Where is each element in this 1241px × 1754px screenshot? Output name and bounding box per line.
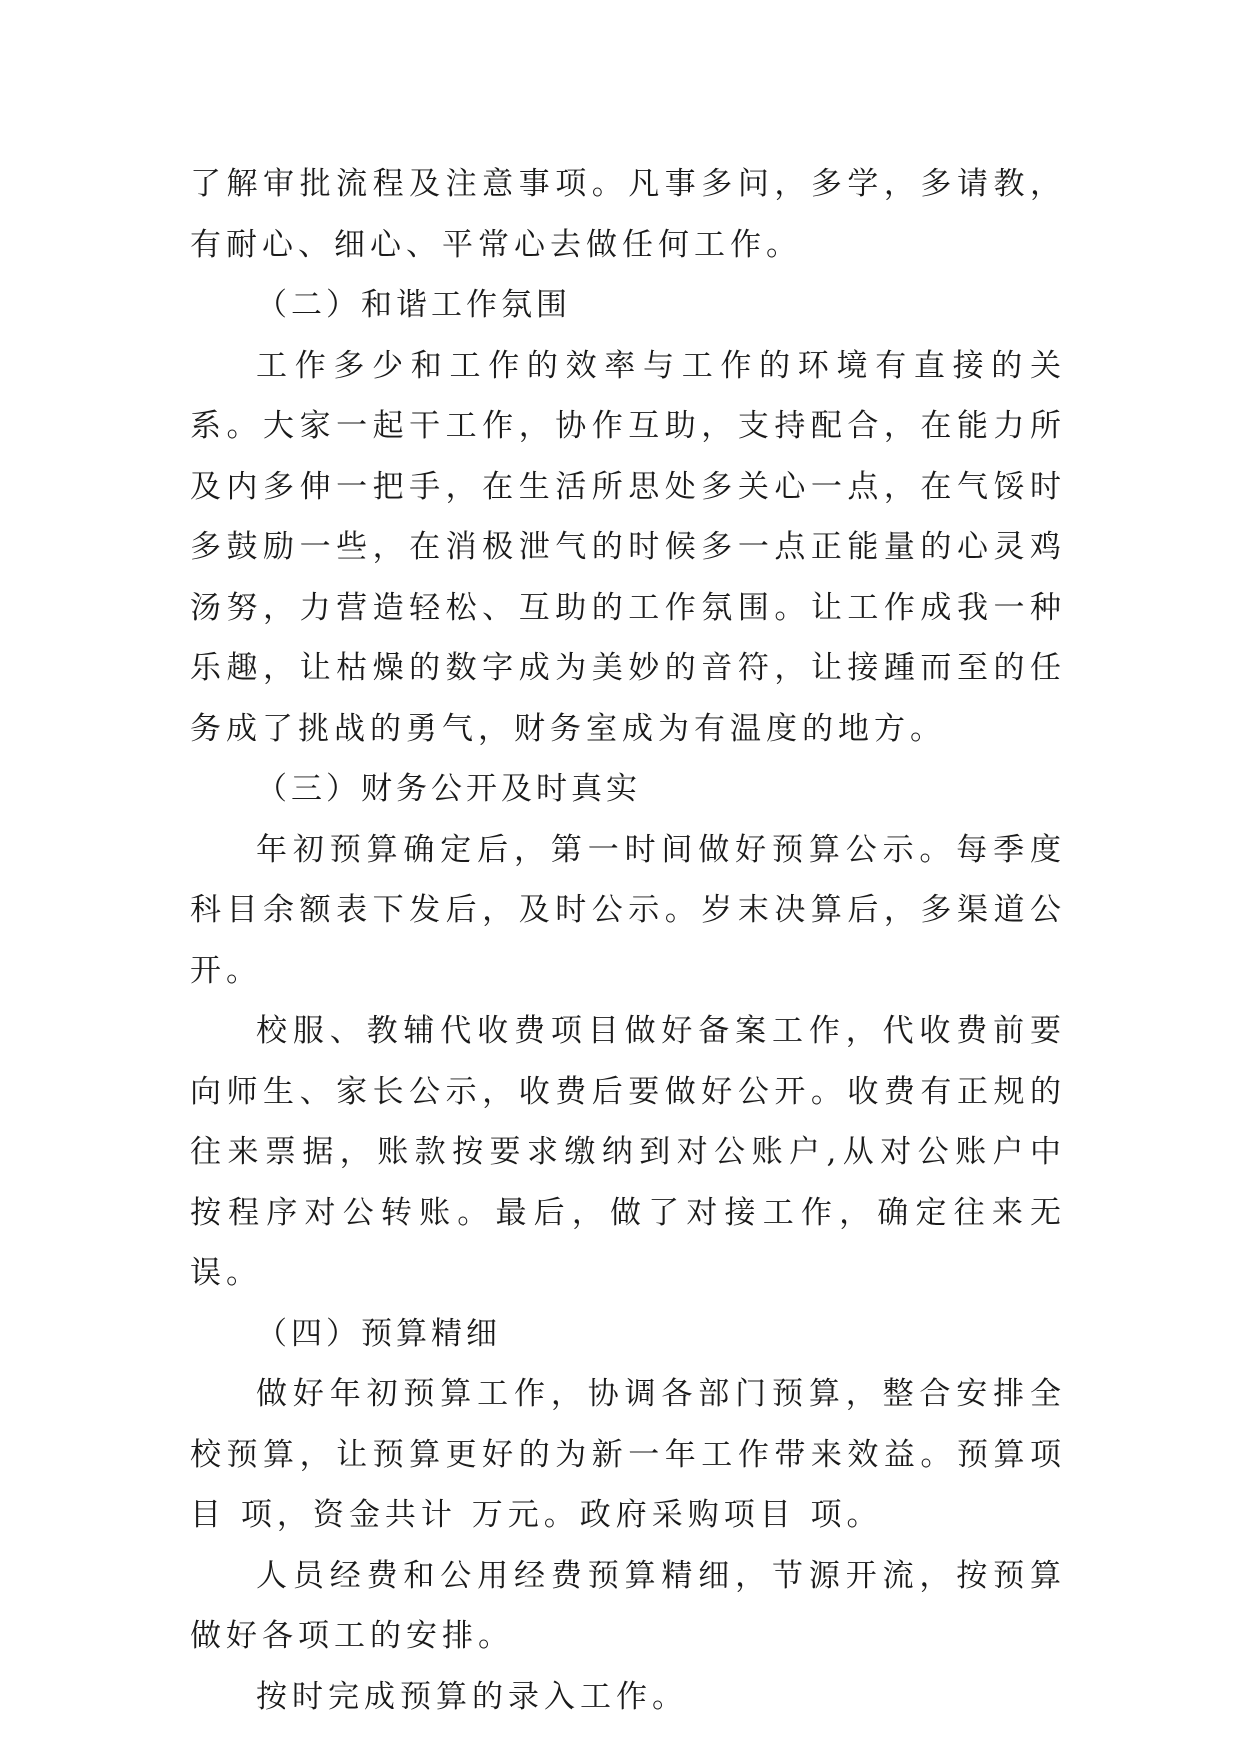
section-heading: （四）预算精细 <box>256 1315 501 1352</box>
paragraph: 年初预算确定后，第一时间做好预算公示。每季度科目余额表下发后，及时公示。岁末决算后，多渠道公开。 <box>190 831 1066 989</box>
paragraph: 人员经费和公用经费预算精细，节源开流，按预算做好各项工的安排。 <box>190 1557 1066 1654</box>
paragraph: 校服、教辅代收费项目做好备案工作，代收费前要向师生、家长公示，收费后要做好公开。收费有正规的往来票据，账款按要求缴纳到对公账户,从对公账户中按程序对公转账。最后，做了对接工作，确定往来无误。 <box>190 1013 1066 1291</box>
paragraph: 工作多少和工作的效率与工作的环境有直接的关系。大家一起干工作，协作互助，支持配合，在能力所及内多伸一把手，在生活所思处多关心一点，在气馁时多鼓励一些，在消极泄气的时候多一点正能量的心灵鸡汤努，力营造轻松、互助的工作氛围。让工作成我一种乐趣，让枯燥的数字成为美妙的音符，让接踵而至的任务成了挑战的勇气，财务室成为有温度的地方。 <box>190 347 1066 747</box>
section-heading: （二）和谐工作氛围 <box>256 287 571 323</box>
document-body <box>190 154 1066 1727</box>
paragraph: 按时完成预算的录入工作。 <box>256 1678 688 1715</box>
paragraph: 了解审批流程及注意事项。凡事多问，多学，多请教，有耐心、细心、平常心去做任何工作。 <box>190 166 1066 263</box>
section-heading: （三）财务公开及时真实 <box>256 771 641 807</box>
paragraph: 做好年初预算工作，协调各部门预算，整合安排全校预算，让预算更好的为新一年工作带来效益。预算项目 项，资金共计 万元。政府采购项目 项。 <box>190 1376 1066 1533</box>
